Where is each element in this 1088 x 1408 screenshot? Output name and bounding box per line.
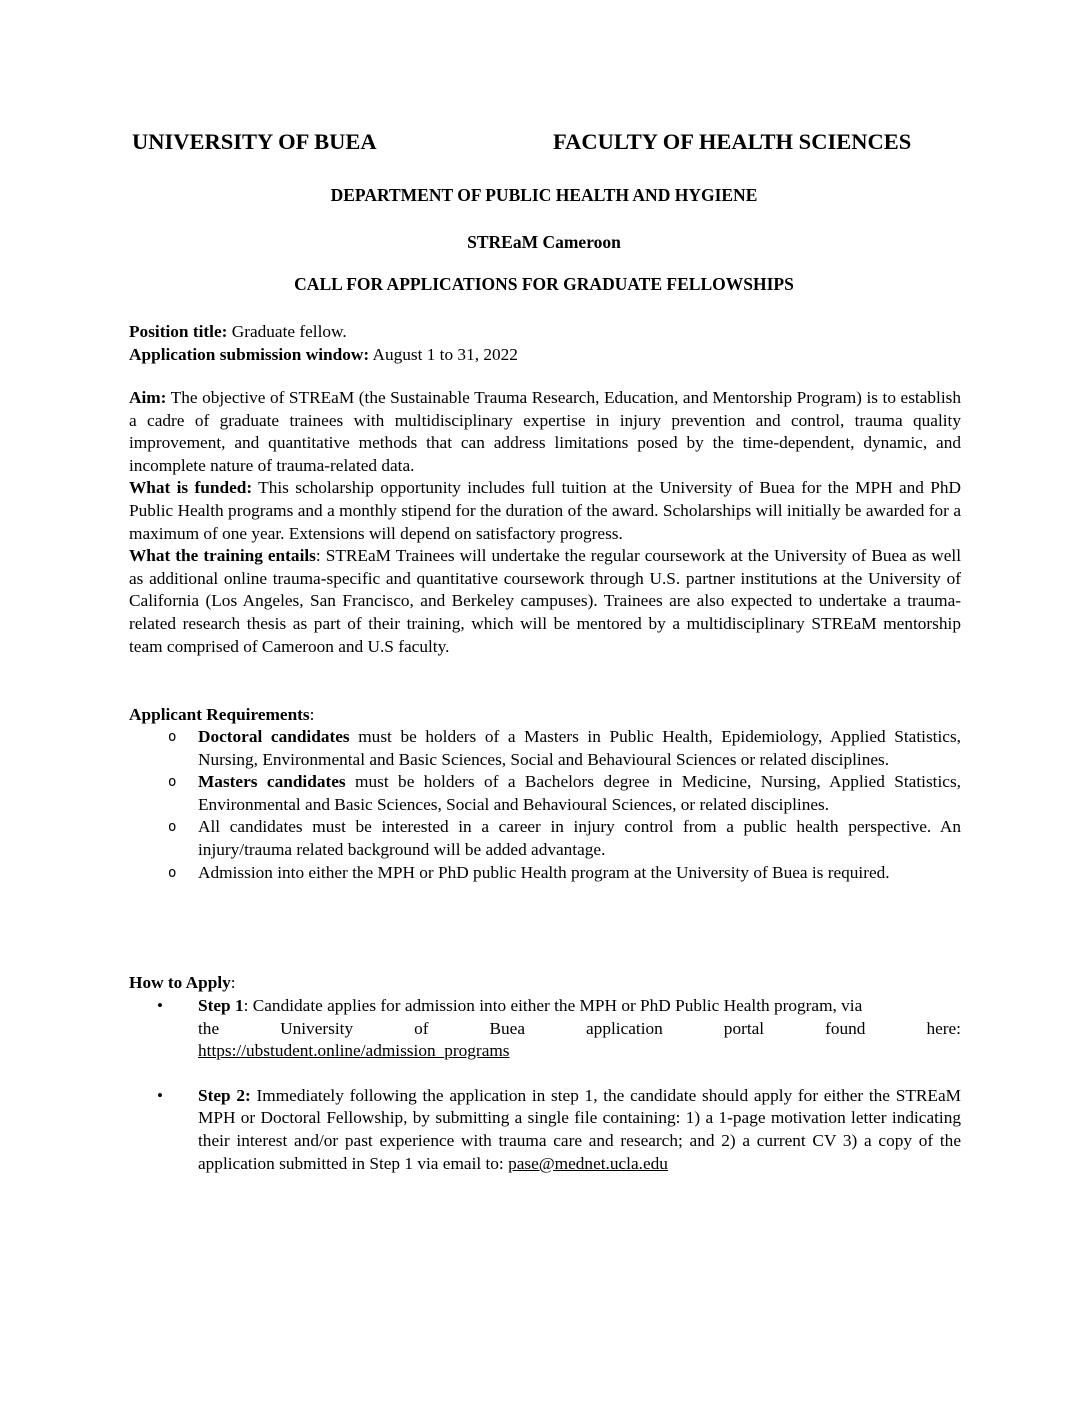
requirement-text: All candidates must be interested in a career in injury control from a public health perspective. An injury/trauma related background will be added advantage. <box>198 817 961 859</box>
contact-email-link[interactable]: pase@mednet.ucla.edu <box>508 1153 668 1173</box>
funded-label: What is funded: <box>129 478 253 498</box>
requirements-heading <box>129 704 961 727</box>
description-section <box>129 387 961 658</box>
requirement-text: Admission into either the MPH or PhD public Health program at the University of Buea is required. <box>198 862 890 882</box>
list-marker: o <box>168 729 177 745</box>
university-name: UNIVERSITY OF BUEA <box>132 129 377 154</box>
submission-window-label: Application submission window: <box>129 344 370 364</box>
aim-text: The objective of STREaM (the Sustainable Trauma Research, Education, and Mentorship Program) is to establish a cadre of graduate trainees with multidisciplinary expertise in injury prevention and control, trauma quality improvement, and quantitative methods that can address limitations posed by the time-dependent, dynamic, and incomplete nature of trauma-related data. <box>129 388 961 475</box>
requirements-list <box>129 726 961 884</box>
list-item <box>129 816 961 861</box>
position-title-label: Position title: <box>129 322 228 341</box>
submission-window-line <box>129 344 961 367</box>
word: portal <box>723 1018 765 1038</box>
position-info <box>129 321 961 366</box>
step-1-label: Step 1 <box>198 996 244 1015</box>
training-label: What the training entails <box>129 546 316 566</box>
bullet-icon: • <box>157 1085 163 1105</box>
word: of <box>414 1018 429 1038</box>
list-marker: o <box>168 774 177 791</box>
list-item <box>129 726 961 771</box>
list-marker: o <box>168 864 177 881</box>
submission-window-value: August 1 to 31, 2022 <box>369 344 518 364</box>
admission-portal-link[interactable]: https://ubstudent.online/admission_programs <box>198 1041 510 1061</box>
requirement-bold: Doctoral candidates <box>198 727 350 746</box>
word: the <box>198 1018 220 1038</box>
requirement-bold: Masters candidates <box>198 772 346 792</box>
faculty-name: FACULTY OF HEALTH SCIENCES <box>553 129 912 154</box>
funded-text: This scholarship opportunity includes full tuition at the University of Buea for the MPH and PhD Public Health programs and a monthly stipend for the duration of the award. Scholarships will initially be awarded for a maximum of one year. Extensions will depend on satisfactory progress. <box>129 478 961 543</box>
list-item <box>129 771 961 816</box>
step-2-label: Step 2: <box>198 1085 251 1105</box>
list-item <box>129 862 961 885</box>
training-paragraph <box>129 545 961 658</box>
word: found <box>825 1018 866 1038</box>
word: Buea <box>489 1018 526 1038</box>
aim-label: Aim: <box>129 388 167 407</box>
position-title-value: Graduate fellow. <box>227 322 347 341</box>
program-title: STREaM Cameroon <box>467 232 621 252</box>
requirement-text: must be holders of a Masters in Public Health, Epidemiology, Applied Statistics, Nursing, Environmental and Basic Sciences, Social and Behavioural Sciences or related disciplines. <box>198 727 961 769</box>
word: application <box>586 1018 663 1038</box>
requirements-heading-label: Applicant Requirements <box>129 705 310 724</box>
step-1-item <box>129 995 961 1063</box>
apply-heading <box>129 972 961 995</box>
aim-paragraph <box>129 387 961 477</box>
apply-heading-label: How to Apply <box>129 973 231 992</box>
bullet-icon: • <box>157 996 163 1015</box>
apply-heading-suffix: : <box>230 973 236 992</box>
department-title: DEPARTMENT OF PUBLIC HEALTH AND HYGIENE <box>330 185 758 205</box>
step-1-portal-line <box>198 1018 961 1041</box>
step-2-item <box>129 1085 961 1175</box>
step-1-text: : Candidate applies for admission into either the MPH or PhD Public Health program, via <box>243 996 863 1015</box>
list-marker: o <box>168 819 177 836</box>
call-title: CALL FOR APPLICATIONS FOR GRADUATE FELLOWSHIPS <box>294 274 794 294</box>
step-2-text: Immediately following the application in step 1, the candidate should apply for either the STREaM MPH or Doctoral Fellowship, by submitting a single file containing: 1) a 1-page motivation letter indicating their interest and/or past experience with trauma care and research; and 2) a current CV 3) a copy of the application submitted in Step 1 via email to: <box>198 1085 961 1173</box>
funded-paragraph <box>129 477 961 545</box>
apply-steps-list <box>129 995 961 1175</box>
requirement-text: must be holders of a Bachelors degree in Medicine, Nursing, Applied Statistics, Environmental and Basic Sciences, Social and Behavioural Sciences, or related disciplines. <box>198 772 961 814</box>
word: University <box>280 1018 354 1038</box>
word: here: <box>926 1018 961 1038</box>
position-title-line <box>129 321 961 344</box>
requirements-heading-suffix: : <box>309 705 315 724</box>
training-text: : STREaM Trainees will undertake the regular coursework at the University of Buea as well as additional online trauma-specific and quantitative coursework through U.S. partner institutions at the University of California (Los Angeles, San Francisco, and Berkeley campuses). Trainees are also expected to undertake a trauma-related research thesis as part of their training, which will be mentored by a multidisciplinary STREaM mentorship team comprised of Cameroon and U.S faculty. <box>129 546 962 656</box>
